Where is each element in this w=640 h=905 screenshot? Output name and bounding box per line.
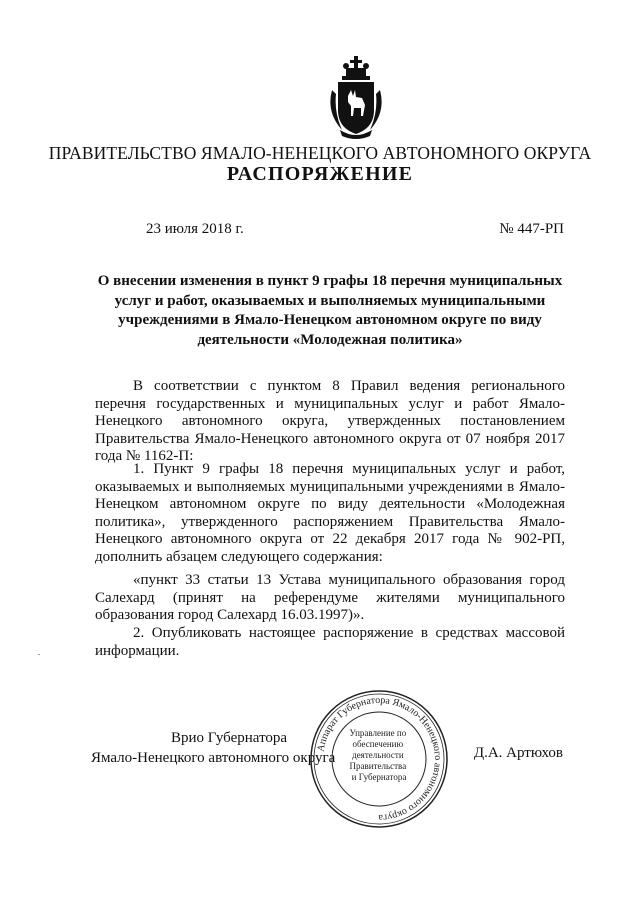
signatory-position-line2: Ямало-Ненецкого автономного округа bbox=[91, 750, 336, 766]
item-1-text: 1. Пункт 9 графы 18 перечня муниципальных услуг и работ, оказываемых и выполняемых муниципальными учреждениями в Ямало-Ненецком автономном округе по виду деятельности «Молодежная политика», утвержденного распоряжением Правительства Ямало-Ненецкого автономного округа от 22 декабря 2017 года № 902-РП, дополнить абзацем следующего содержания: bbox=[95, 461, 565, 565]
signatory-name: Д.А. Артюхов bbox=[473, 745, 563, 761]
document-subject: О внесении изменения в пункт 9 графы 18 перечня муниципальных услуг и работ, оказываемых и выполняемых муниципальными учреждениями в Ямало-Ненецком автономном округе по виду деятельности «Молодежная политика» bbox=[97, 273, 563, 348]
scan-speck bbox=[38, 654, 40, 655]
coat-of-arms-icon bbox=[324, 50, 388, 140]
svg-text:Аппарат Губернатора Ямало-Нене: Аппарат Губернатора Ямало-Ненецкого автономного округа bbox=[315, 694, 444, 824]
government-title: ПРАВИТЕЛЬСТВО ЯМАЛО-НЕНЕЦКОГО АВТОНОМНОГО ОКРУГА bbox=[48, 143, 592, 163]
item-2-paragraph bbox=[95, 625, 565, 660]
intro-paragraph bbox=[95, 378, 565, 466]
official-seal-icon bbox=[308, 688, 450, 830]
quote-text: «пункт 33 статьи 13 Устава муниципального образования город Салехард (принят на референдуме жителями муниципального образования город Салехард 16.03.1997)». bbox=[95, 572, 565, 623]
svg-text:Управление по обеспечению: Управление по обеспечению деятельности Правительства и Губернатора bbox=[349, 728, 407, 782]
intro-text: В соответствии с пунктом 8 Правил ведения регионального перечня государственных и муниципальных услуг и работ Ямало-Ненецкого автономного округа, утвержденных постановлением Правительства Ямало-Ненецкого автономного округа от 07 ноября 2017 года № 1162-П: bbox=[95, 378, 565, 464]
signatory-position bbox=[91, 728, 335, 768]
document-number: № 447-РП bbox=[499, 221, 564, 237]
document-date: 23 июля 2018 г. bbox=[146, 221, 244, 237]
signatory-position-line1: Врио Губернатора bbox=[171, 730, 288, 746]
document-type-heading: РАСПОРЯЖЕНИЕ bbox=[226, 163, 414, 185]
item-1-paragraph bbox=[95, 461, 565, 566]
quote-paragraph bbox=[95, 572, 565, 625]
item-2-text: 2. Опубликовать настоящее распоряжение в средствах массовой информации. bbox=[95, 625, 565, 659]
